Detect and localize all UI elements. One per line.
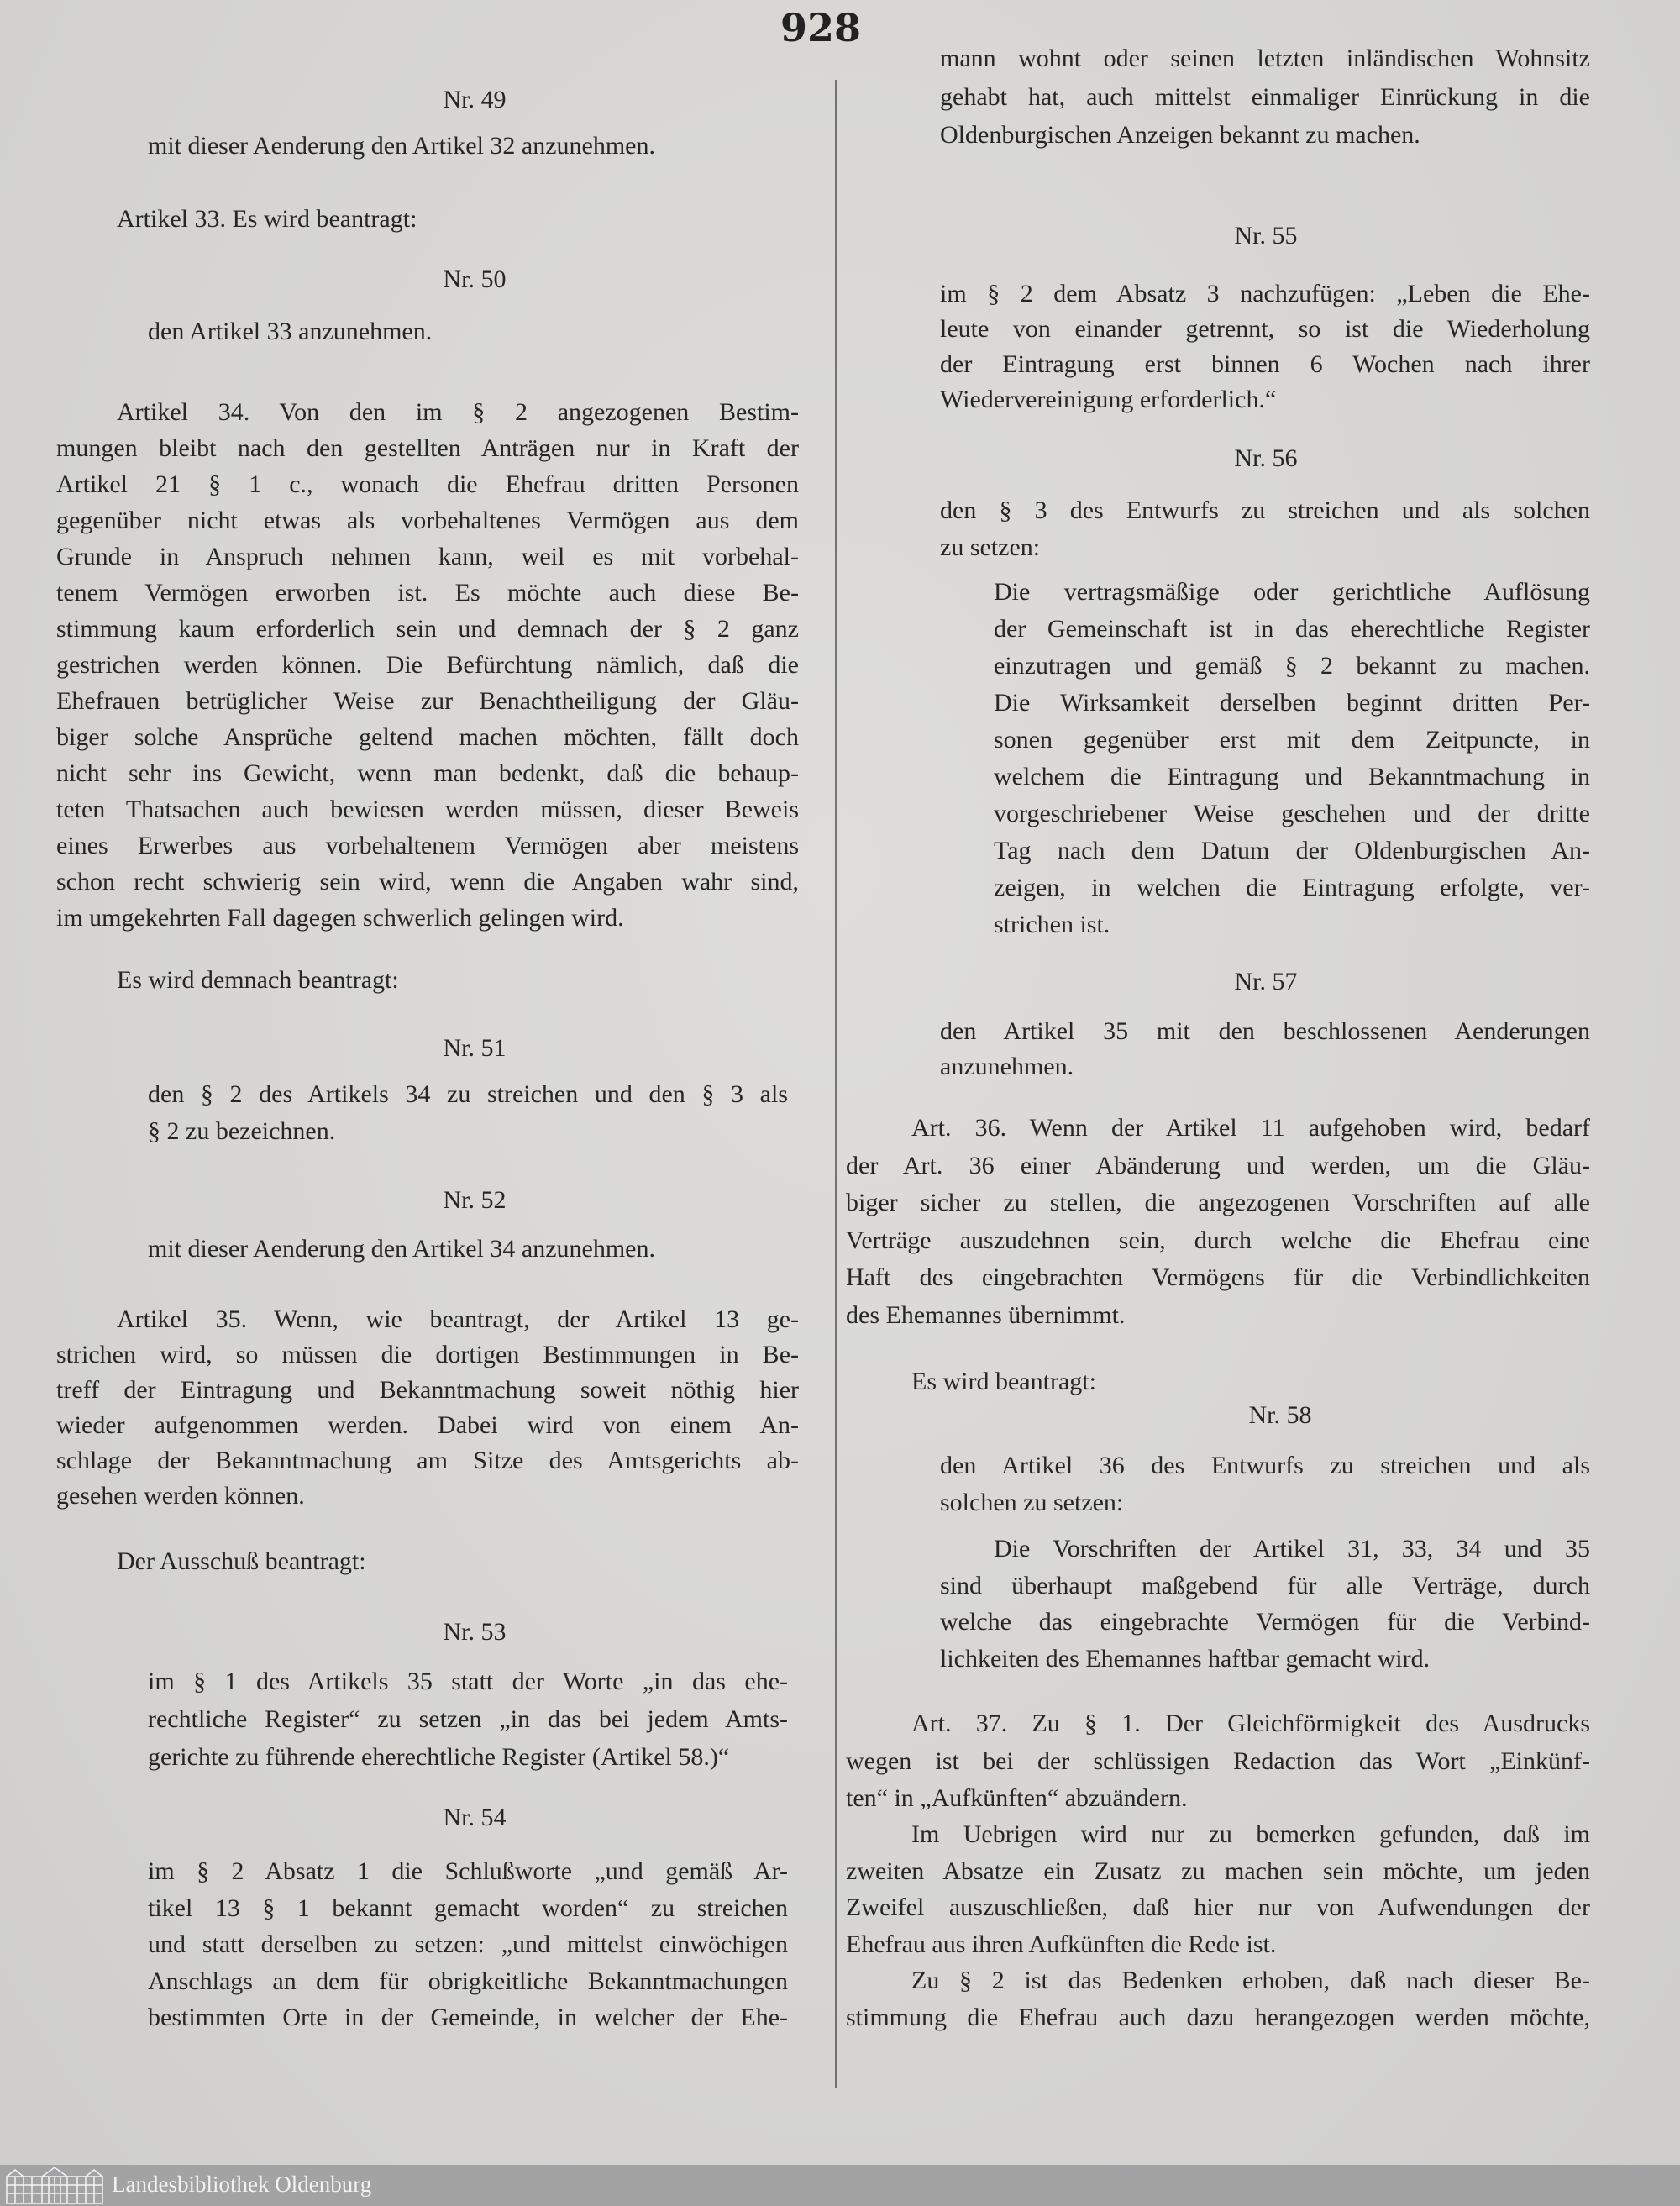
column-divider (835, 80, 837, 2088)
text-line: wieder aufgenommen werden. Dabei wird von einem An- (56, 1411, 799, 1439)
text-line: teten Thatsachen auch bewiesen werden müssen, dieser Beweis (56, 796, 799, 823)
text-line: § 2 zu bezeichnen. (148, 1117, 336, 1145)
text-line: den Artikel 36 des Entwurfs zu streichen und als (940, 1452, 1590, 1479)
text-line: den Artikel 35 mit den beschlossenen Aenderungen (940, 1017, 1590, 1045)
text-line: den § 3 des Entwurfs zu streichen und als solchen (940, 496, 1590, 524)
text-line: tikel 13 § 1 bekannt gemacht worden“ zu streichen (148, 1893, 788, 1922)
text-line: mungen bleibt nach den gestellten Anträgen nur in Kraft der (56, 434, 799, 462)
heading-text: Nr. 56 (1234, 444, 1298, 472)
text-line: Oldenburgischen Anzeigen bekannt zu machen. (940, 121, 1420, 149)
text-line: Ehefrauen betrüglicher Weise zur Benachtheiligung der Gläu- (56, 687, 799, 715)
text-line: Grunde in Anspruch nehmen kann, weil es mit vorbehal- (56, 543, 799, 570)
heading-text: Nr. 51 (443, 1034, 507, 1062)
heading-text: Nr. 58 (1248, 1401, 1312, 1429)
text-line: mann wohnt oder seinen letzten inländischen Wohnsitz (940, 45, 1590, 72)
text-line: Im Uebrigen wird nur zu bemerken gefunden, daß im (911, 1820, 1590, 1848)
text-line: biger sicher zu stellen, die angezogenen Vorschriften auf alle (846, 1189, 1590, 1217)
text-line: vorgeschriebener Weise geschehen und der dritte (994, 800, 1590, 827)
text-line: zu setzen: (940, 533, 1041, 561)
text-line: stimmung die Ehefrau auch dazu herangezogen werden möchte, (846, 2004, 1590, 2031)
text-line: im § 1 des Artikels 35 statt der Worte „in das ehe- (148, 1668, 788, 1695)
text-line: ten“ in „Aufkünften“ abzuändern. (846, 1784, 1188, 1812)
text-line: wegen ist bei der schlüssigen Redaction das Wort „Einkünf- (846, 1746, 1590, 1775)
text-line: Es wird beantragt: (911, 1368, 1096, 1395)
text-line: Die Wirksamkeit derselben beginnt dritten Per- (994, 689, 1590, 717)
text-line: zweiten Absatze ein Zusatz zu machen sein möchte, um jeden (846, 1857, 1590, 1885)
text-line: Die vertragsmäßige oder gerichtliche Auflösung (994, 578, 1590, 606)
text-line: bestimmten Orte in der Gemeinde, in welcher der Ehe- (148, 2004, 788, 2031)
text-line: gesehen werden können. (56, 1482, 305, 1510)
library-name: Landesbibliothek Oldenburg (112, 2172, 372, 2197)
text-line: mit dieser Aenderung den Artikel 34 anzunehmen. (148, 1235, 655, 1263)
heading-text: Nr. 52 (443, 1186, 507, 1214)
text-line: Artikel 35. Wenn, wie beantragt, der Artikel 13 ge- (117, 1305, 799, 1333)
text-line: rechtliche Register“ zu setzen „in das bei jedem Amts- (148, 1705, 788, 1733)
text-line: leute von einander getrennt, so ist die Wiederholung (940, 315, 1590, 343)
text-line: biger solche Ansprüche geltend machen möchten, fällt doch (56, 723, 799, 751)
text-line: den § 2 des Artikels 34 zu streichen und den § 3 als (148, 1080, 788, 1108)
text-line: im § 2 Absatz 1 die Schlußworte „und gemäß Ar- (148, 1857, 788, 1885)
text-line: strichen ist. (994, 911, 1110, 938)
text-line: anzunehmen. (940, 1053, 1074, 1080)
text-line: Der Ausschuß beantragt: (117, 1547, 366, 1575)
text-line: den Artikel 33 anzunehmen. (148, 318, 433, 345)
text-line: gerichte zu führende eherechtliche Register (Artikel 58.)“ (148, 1743, 730, 1771)
text-line: zeigen, in welchen die Eintragung erfolgte, ver- (994, 874, 1590, 901)
page-number: 928 (780, 5, 862, 50)
text-line: welchem die Eintragung und Bekanntmachung in (994, 763, 1590, 790)
heading-text: Nr. 57 (1234, 968, 1298, 995)
text-line: tenem Vermögen erworben ist. Es möchte auch diese Be- (56, 579, 799, 607)
text-line: Art. 37. Zu § 1. Der Gleichförmigkeit des Ausdrucks (911, 1710, 1590, 1737)
footer-bar (0, 2165, 1680, 2206)
text-line: schon recht schwierig sein wird, wenn die Angaben wahr sind, (56, 868, 799, 896)
text-line: Artikel 34. Von den im § 2 angezogenen Bestim- (117, 398, 799, 426)
text-line: Verträge auszudehnen sein, durch welche die Ehefrau eine (846, 1226, 1590, 1254)
text-line: und statt derselben zu setzen: „und mittelst einwöchigen (148, 1930, 788, 1958)
library-building-logo-icon (5, 2167, 104, 2205)
heading-text: Nr. 50 (443, 265, 507, 293)
text-line: sonen gegenüber erst mit dem Zeitpuncte, in (994, 726, 1590, 754)
text-line: Zu § 2 ist das Bedenken erhoben, daß nach dieser Be- (911, 1967, 1590, 1994)
text-line: Die Vorschriften der Artikel 31, 33, 34 und 35 (994, 1535, 1590, 1563)
heading-text: Nr. 55 (1234, 222, 1298, 249)
text-line: Es wird demnach beantragt: (117, 966, 399, 994)
text-line: der Gemeinschaft ist in das eherechtliche Register (994, 615, 1590, 643)
text-line: lichkeiten des Ehemannes haftbar gemacht wird. (940, 1645, 1431, 1673)
text-line: Wiedervereinigung erforderlich.“ (940, 386, 1277, 413)
text-line: sind überhaupt maßgebend für alle Verträge, durch (940, 1571, 1590, 1599)
text-line: des Ehemannes übernimmt. (846, 1301, 1126, 1329)
text-line: gehabt hat, auch mittelst einmaliger Einrückung in die (940, 82, 1590, 111)
text-line: schlage der Bekanntmachung am Sitze des Amtsgerichts ab- (56, 1447, 799, 1474)
text-line: Tag nach dem Datum der Oldenburgischen An- (994, 837, 1590, 864)
text-line: solchen zu setzen: (940, 1489, 1124, 1516)
text-line: Art. 36. Wenn der Artikel 11 aufgehoben wird, bedarf (911, 1114, 1590, 1142)
text-line: Artikel 33. Es wird beantragt: (117, 205, 417, 233)
text-line: der Art. 36 einer Abänderung und werden, um die Gläu- (846, 1151, 1590, 1179)
text-line: treff der Eintragung und Bekanntmachung soweit nöthig hier (56, 1376, 799, 1404)
text-line: im § 2 dem Absatz 3 nachzufügen: „Leben die Ehe- (940, 280, 1590, 307)
text-line: gegenüber nicht etwas als vorbehaltenes Vermögen aus dem (56, 507, 799, 534)
heading-text: Nr. 54 (443, 1804, 507, 1831)
heading-text: Nr. 49 (443, 86, 507, 113)
text-line: welche das eingebrachte Vermögen für die Verbind- (940, 1608, 1590, 1636)
text-line: im umgekehrten Fall dagegen schwerlich gelingen wird. (56, 904, 624, 932)
text-line: strichen wird, so müssen die dortigen Bestimmungen in Be- (56, 1341, 799, 1368)
text-line: Zweifel auszuschließen, daß hier nur von Aufwendungen der (846, 1893, 1590, 1922)
text-line: Anschlags an dem für obrigkeitliche Bekanntmachungen (148, 1967, 788, 1995)
heading-text: Nr. 53 (443, 1618, 507, 1646)
text-line: Artikel 21 § 1 c., wonach die Ehefrau dritten Personen (56, 470, 799, 498)
text-line: Haft des eingebrachten Vermögens für die Verbindlichkeiten (846, 1263, 1590, 1292)
text-line: stimmung kaum erforderlich sein und demnach der § 2 ganz (56, 615, 799, 643)
text-line: gestrichen werden können. Die Befürchtung nämlich, daß die (56, 651, 799, 679)
text-line: Ehefrau aus ihren Aufkünften die Rede ist. (846, 1930, 1277, 1959)
text-line: einzutragen und gemäß § 2 bekannt zu machen. (994, 652, 1590, 680)
text-line: der Eintragung erst binnen 6 Wochen nach ihrer (940, 350, 1590, 378)
text-line: eines Erwerbes aus vorbehaltenem Vermögen aber meistens (56, 832, 799, 859)
text-line: mit dieser Aenderung den Artikel 32 anzunehmen. (148, 132, 655, 160)
text-line: nicht sehr ins Gewicht, wenn man bedenkt, daß die behaup- (56, 759, 799, 787)
